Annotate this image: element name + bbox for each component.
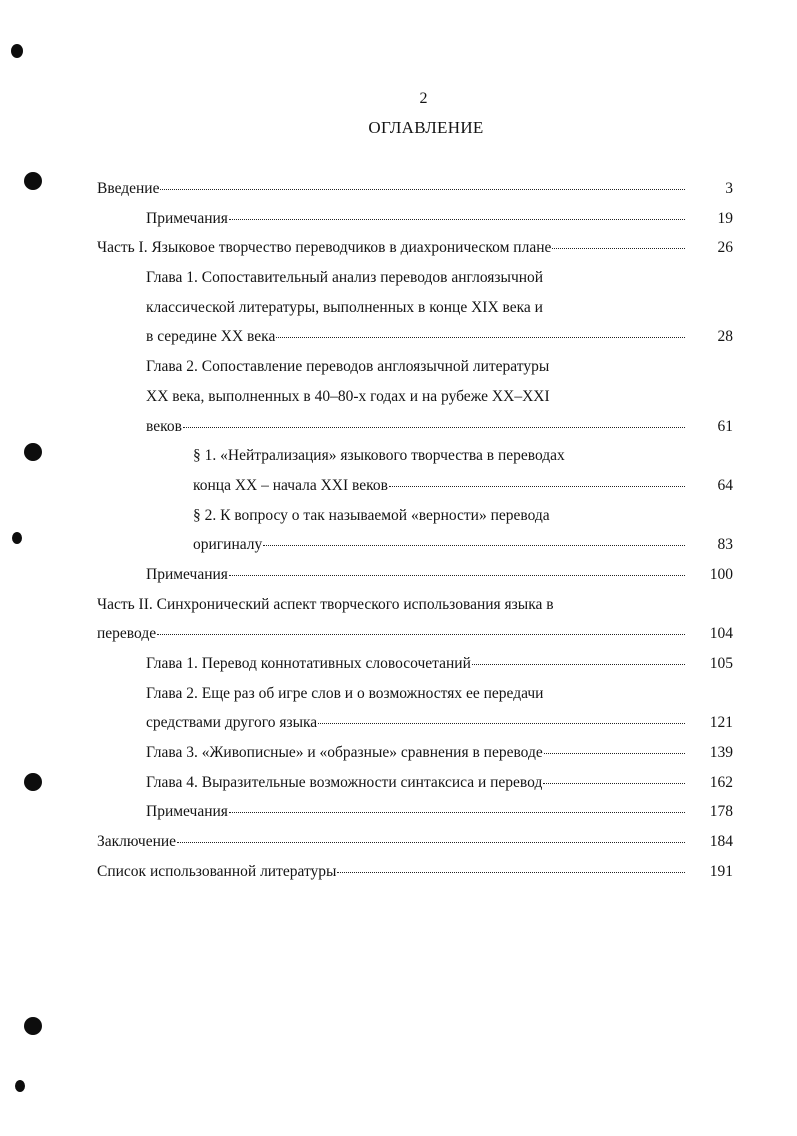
toc-page-number: 105 bbox=[709, 655, 733, 672]
punch-hole-mark bbox=[24, 172, 42, 190]
toc-page-number: 162 bbox=[709, 773, 733, 791]
toc-entry-line bbox=[97, 263, 733, 293]
toc-entry-text: Глава 3. «Живописные» и «образные» сравнения в переводе bbox=[146, 744, 543, 762]
toc-page-number: 184 bbox=[709, 833, 733, 851]
toc-entry-line bbox=[97, 471, 733, 501]
toc-entry-text: Часть I. Языковое творчество переводчиков в диахроническом плане bbox=[97, 239, 552, 257]
toc-entry-text: Глава 2. Еще раз об игре слов и о возможностях ее передачи bbox=[146, 684, 544, 702]
toc-entry-text: § 1. «Нейтрализация» языкового творчества в переводах bbox=[193, 447, 565, 465]
toc-page-number: 64 bbox=[717, 476, 733, 494]
toc-entry-line bbox=[97, 857, 733, 887]
toc-entry-line bbox=[97, 441, 733, 471]
toc-entry-text: классической литературы, выполненных в конце XIX века и bbox=[146, 298, 543, 316]
dot-leader bbox=[543, 783, 685, 784]
dot-leader bbox=[229, 575, 685, 576]
toc-entry-line bbox=[97, 619, 733, 649]
toc-entry-text: Глава 4. Выразительные возможности синтаксиса и перевод bbox=[146, 773, 543, 791]
toc-entry-text: Глава 2. Сопоставление переводов англоязычной литературы bbox=[146, 358, 550, 376]
punch-hole-mark bbox=[24, 1017, 42, 1035]
toc-entry-line bbox=[97, 768, 733, 798]
punch-hole-mark bbox=[12, 532, 22, 544]
toc-page-number: 121 bbox=[709, 714, 733, 732]
dot-leader bbox=[472, 664, 685, 665]
toc-entry-text: в середине XX века bbox=[146, 328, 276, 346]
page-title: ОГЛАВЛЕНИЕ bbox=[368, 118, 484, 137]
toc-page-number: 178 bbox=[709, 803, 733, 821]
dot-leader bbox=[229, 219, 685, 220]
toc-entry-text: Примечания bbox=[146, 803, 228, 821]
punch-hole-mark bbox=[24, 443, 42, 461]
dot-leader bbox=[157, 634, 685, 635]
dot-leader bbox=[229, 812, 685, 813]
punch-hole-mark bbox=[11, 44, 23, 58]
toc-entry-line bbox=[97, 382, 733, 412]
toc-page-number: 100 bbox=[709, 565, 733, 583]
toc-page-number: 61 bbox=[717, 417, 733, 435]
toc-page-number: 3 bbox=[725, 180, 733, 197]
dot-leader bbox=[160, 189, 685, 190]
dot-leader bbox=[183, 427, 685, 428]
toc-page-number: 26 bbox=[717, 239, 733, 257]
toc-entry-text: средствами другого языка bbox=[146, 714, 318, 732]
toc-entry-text: Примечания bbox=[146, 565, 228, 583]
toc-entry-line bbox=[97, 797, 733, 827]
toc-entry-text: переводе bbox=[97, 625, 157, 643]
toc-page-number: 19 bbox=[717, 209, 733, 227]
toc-entry-text: Список использованной литературы bbox=[97, 862, 337, 880]
toc-page-number: 191 bbox=[709, 862, 733, 880]
dot-leader bbox=[276, 337, 685, 338]
toc-entry-line bbox=[97, 560, 733, 590]
toc-page-number: 104 bbox=[709, 625, 733, 643]
toc-entry-text: § 2. К вопросу о так называемой «верности» перевода bbox=[193, 506, 550, 524]
punch-hole-mark bbox=[15, 1080, 25, 1092]
toc-page-number: 83 bbox=[717, 536, 733, 554]
dot-leader bbox=[544, 753, 685, 754]
toc-entry-text: веков bbox=[146, 417, 182, 435]
toc-entry-line bbox=[97, 738, 733, 768]
toc-entry-text: Глава 1. Сопоставительный анализ переводов англоязычной bbox=[146, 269, 544, 287]
toc-entry-line bbox=[97, 204, 733, 234]
toc-entry-text: конца XX – начала XXI веков bbox=[193, 476, 388, 494]
toc-entry-line bbox=[97, 590, 733, 620]
table-of-contents bbox=[97, 174, 733, 887]
toc-entry-text: Заключение bbox=[97, 833, 177, 851]
toc-entry-text: Введение bbox=[97, 180, 160, 197]
toc-entry-line bbox=[97, 293, 733, 323]
toc-entry-line bbox=[97, 501, 733, 531]
toc-entry-text: Часть II. Синхронический аспект творческого использования языка в bbox=[97, 595, 554, 613]
toc-entry-line bbox=[97, 322, 733, 352]
toc-entry-line bbox=[97, 708, 733, 738]
dot-leader bbox=[389, 486, 685, 487]
toc-entry-text: Примечания bbox=[146, 209, 228, 227]
toc-entry-line bbox=[97, 412, 733, 442]
toc-page-number: 139 bbox=[709, 744, 733, 762]
dot-leader bbox=[177, 842, 685, 843]
toc-entry-text: XX века, выполненных в 40–80-х годах и на рубеже XX–XXI bbox=[146, 387, 550, 405]
toc-entry-line bbox=[97, 530, 733, 560]
dot-leader bbox=[263, 545, 685, 546]
toc-entry-line bbox=[97, 233, 733, 263]
punch-hole-mark bbox=[24, 773, 42, 791]
toc-entry-line bbox=[97, 649, 733, 679]
toc-entry-text: Глава 1. Перевод коннотативных словосочетаний bbox=[146, 655, 471, 672]
dot-leader bbox=[318, 723, 685, 724]
toc-entry-line bbox=[97, 827, 733, 857]
toc-entry-line bbox=[97, 352, 733, 382]
dot-leader bbox=[552, 248, 685, 249]
toc-entry-line bbox=[97, 174, 733, 204]
toc-page-number: 28 bbox=[717, 328, 733, 346]
dot-leader bbox=[337, 872, 685, 873]
toc-entry-line bbox=[97, 679, 733, 709]
toc-entry-text: оригиналу bbox=[193, 536, 263, 554]
page-number: 2 bbox=[419, 90, 428, 107]
